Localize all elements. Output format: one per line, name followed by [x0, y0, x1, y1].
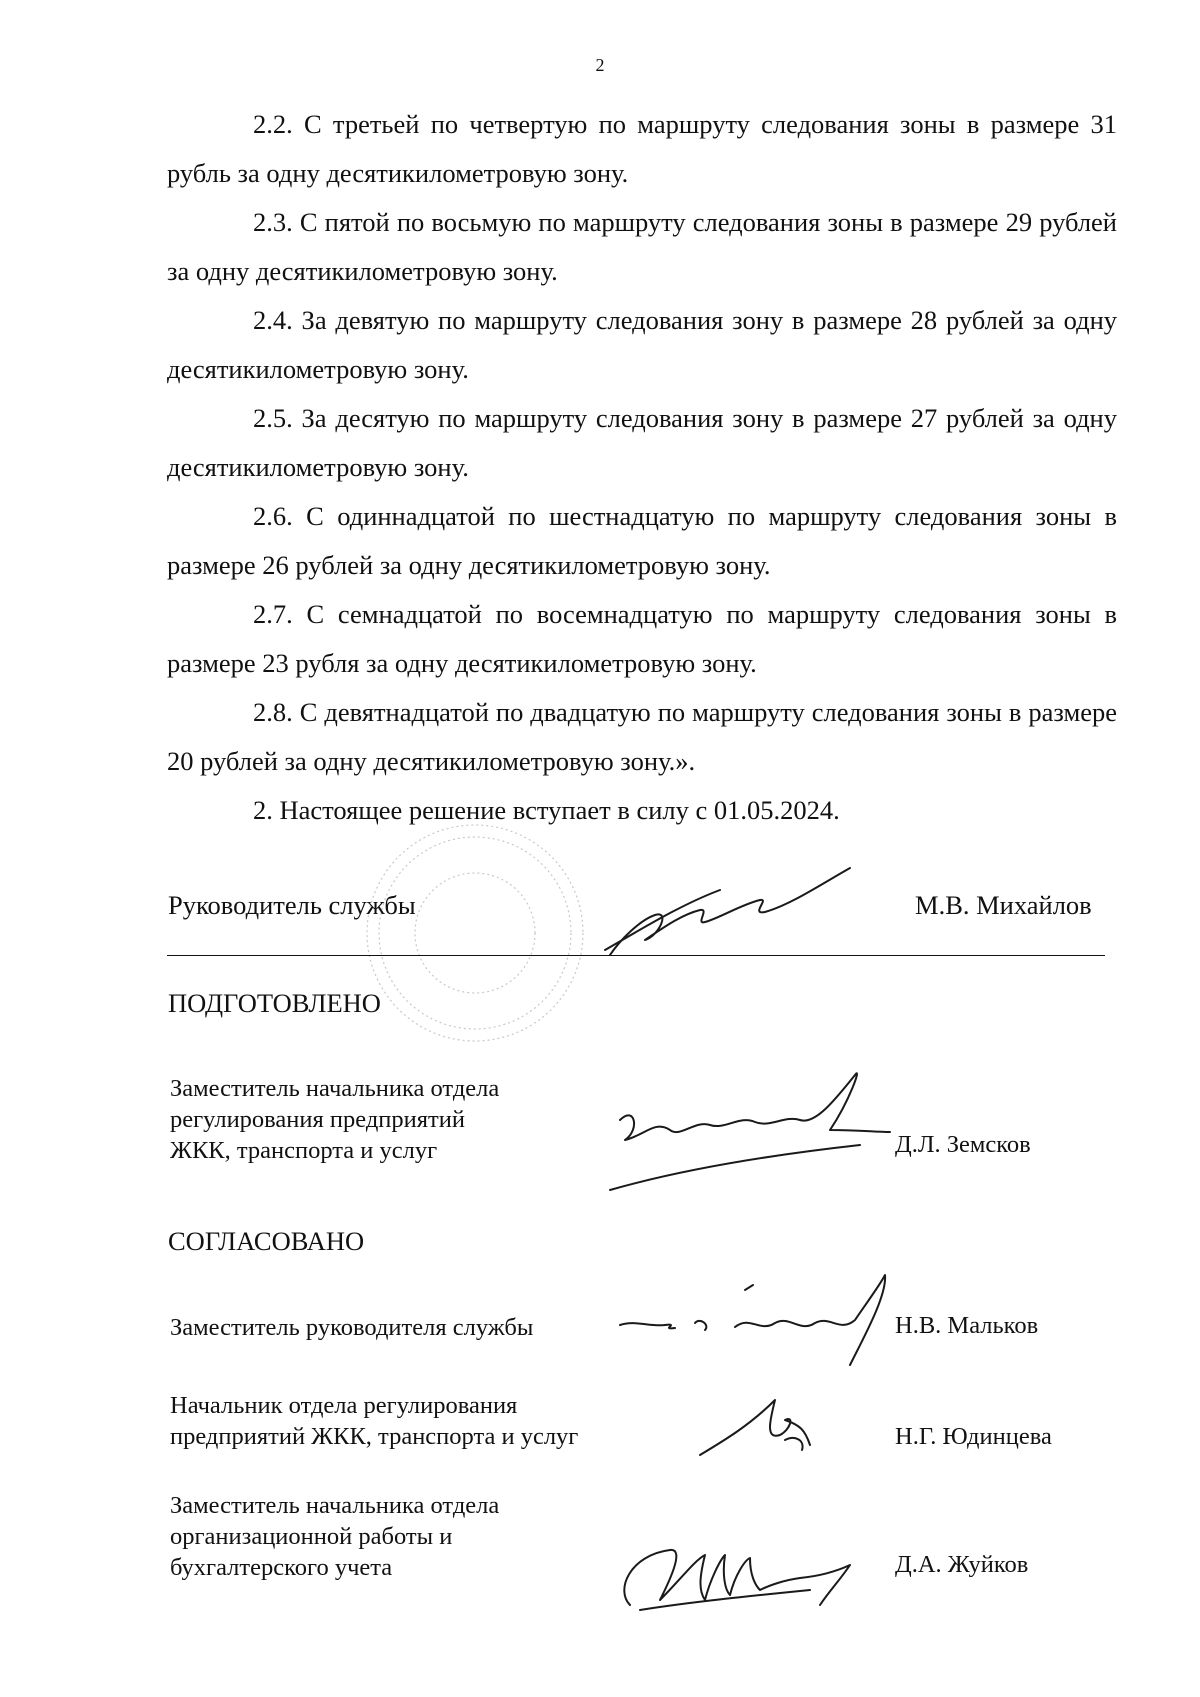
paragraph-2-6: 2.6. С одиннадцатой по шестнадцатую по маршруту следования зоны в размере 26 рублей за одну десятикилометровую зону.	[167, 501, 1117, 580]
agreed-signature-3	[610, 1530, 860, 1620]
prepared-signature	[600, 1060, 900, 1200]
head-name: М.В. Михайлов	[915, 890, 1092, 920]
paragraph-2-3: 2.3. С пятой по восьмую по маршруту следования зоны в размере 29 рублей за одну десятикилометровую зону.	[167, 207, 1117, 286]
prepared-position-line: Заместитель начальника отдела	[170, 1075, 500, 1102]
prepared-position-line: ЖКК, транспорта и услуг	[170, 1137, 438, 1164]
head-signature	[600, 860, 860, 970]
agreed-signature-1	[615, 1265, 895, 1375]
document-body	[167, 100, 1117, 835]
agreed-position-line: бухгалтерского учета	[170, 1554, 393, 1581]
separator-line	[167, 955, 1105, 956]
agreed-position-3	[170, 1490, 499, 1583]
head-position: Руководитель службы	[168, 890, 416, 920]
prepared-position-line: регулирования предприятий	[170, 1106, 465, 1133]
agreed-position-line: предприятий ЖКК, транспорта и услуг	[170, 1423, 579, 1450]
agreed-position-line: Заместитель начальника отдела	[170, 1492, 500, 1519]
paragraph-2-4: 2.4. За девятую по маршруту следования зону в размере 28 рублей за одну десятикилометровую зону.	[167, 305, 1117, 384]
agreed-name-3: Д.А. Жуйков	[895, 1551, 1029, 1578]
agreed-signature-2	[690, 1385, 840, 1475]
agreed-name-1: Н.В. Мальков	[895, 1312, 1039, 1339]
agreed-position-line: организационной работы и	[170, 1523, 453, 1550]
paragraph-2-8: 2.8. С девятнадцатой по двадцатую по маршруту следования зоны в размере 20 рублей за одну десятикилометровую зону.».	[167, 697, 1117, 776]
official-seal-stamp	[360, 818, 590, 1048]
agreed-name-2: Н.Г. Юдинцева	[895, 1423, 1052, 1450]
paragraph-2-7: 2.7. С семнадцатой по восемнадцатую по маршруту следования зоны в размере 23 рубля за одну десятикилометровую зону.	[167, 599, 1117, 678]
agreed-heading: СОГЛАСОВАНО	[168, 1226, 365, 1256]
paragraph-effective-date: 2. Настоящее решение вступает в силу с 01.05.2024.	[253, 795, 840, 825]
page-number: 2	[595, 55, 605, 75]
paragraph-2-2: 2.2. С третьей по четвертую по маршруту следования зоны в размере 31 рубль за одну десятикилометровую зону.	[167, 109, 1117, 188]
paragraph-2-5: 2.5. За десятую по маршруту следования зону в размере 27 рублей за одну десятикилометровую зону.	[167, 403, 1117, 482]
agreed-position-2	[170, 1390, 578, 1452]
agreed-position-line: Начальник отдела регулирования	[170, 1392, 518, 1419]
prepared-heading: ПОДГОТОВЛЕНО	[168, 988, 381, 1018]
agreed-position-line: Заместитель руководителя службы	[170, 1314, 534, 1341]
prepared-name: Д.Л. Земсков	[895, 1131, 1031, 1158]
prepared-position	[170, 1073, 499, 1166]
agreed-position-1	[170, 1312, 533, 1343]
